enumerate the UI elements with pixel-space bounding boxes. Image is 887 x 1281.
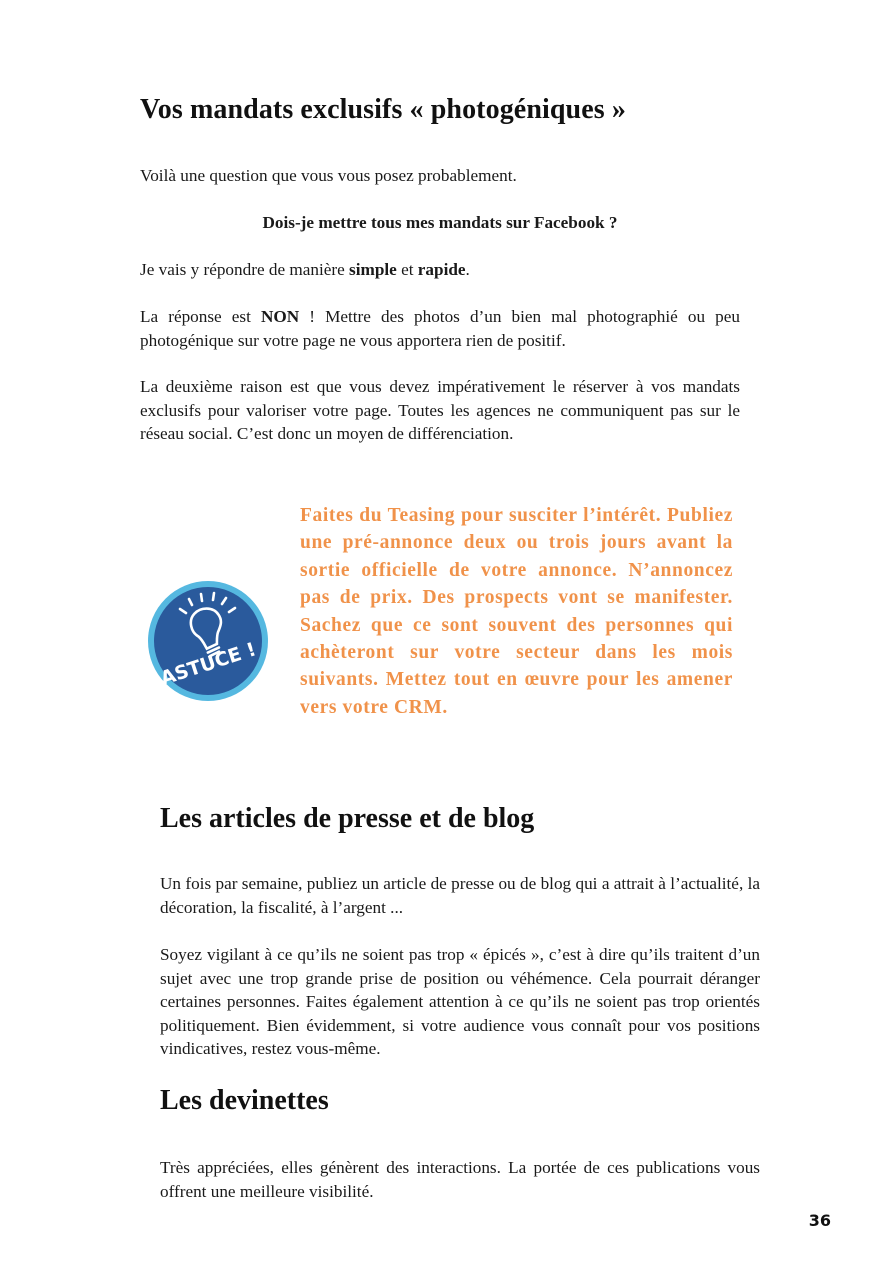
section-heading-press: Les articles de presse et de blog [160,803,535,834]
page-title: Vos mandats exclusifs « photogéniques » [140,94,626,125]
riddles-paragraph: Très appréciées, elles génèrent des interactions. La portée de ces publications vous offrent une meilleure visibilité. [160,1158,760,1201]
answer-line [140,258,740,282]
answer-bold-simple: simple [349,260,397,279]
response-text: ! Mettre des photos d’un bien mal photographié ou peu photogénique sur votre page ne vous apportera rien de positif. [140,307,740,350]
reason-paragraph: La deuxième raison est que vous devez impérativement le réserver à vos mandats exclusifs pour valoriser votre page. Toutes les agences ne communiquent pas sur le réseau social. C’est donc un moyen de différenciation. [140,377,740,443]
answer-text: et [396,260,418,279]
question-line: Dois-je mettre tous mes mandats sur Facebook ? [262,213,618,232]
intro-paragraph: Voilà une question que vous vous posez probablement. [140,166,517,185]
response-bold-non: NON [260,307,300,326]
press-paragraph-2: Soyez vigilant à ce qu’ils ne soient pas trop « épicés », c’est à dire qu’ils traitent d’un sujet avec une trop grande prise de position ou véhémence. Cela pourrait déranger certaines personnes. Faites également attention à ce qu’ils ne soient pas trop orientés politiquement. Bien évidemment, si votre audience vous connaît pour vos positions vindicatives, restez vous-même. [160,945,760,1058]
lightbulb-icon [147,580,269,702]
response-paragraph [140,305,740,352]
tip-text: Faites du Teasing pour susciter l’intérêt. Publiez une pré-annonce deux ou trois jours avant la sortie officielle de votre annonce. N’annoncez pas de prix. Des prospects vont se manifester. Sachez que ce sont souvent des personnes qui achèteront sur votre secteur dans les mois suivants. Mettez tout en œuvre pour les amener vers votre CRM. [300,505,733,718]
response-text: La réponse est [140,307,261,326]
badge-label: ASTUCE ! [157,638,259,690]
answer-text: . [465,260,470,279]
section-heading-riddles: Les devinettes [160,1085,329,1116]
press-paragraph-1: Un fois par semaine, publiez un article de presse ou de blog qui a attrait à l’actualité, la décoration, la fiscalité, à l’argent ... [160,874,760,917]
answer-bold-rapide: rapide [417,260,466,279]
astuce-badge [147,580,269,702]
answer-text: Je vais y répondre de manière [140,260,350,279]
page-number: 36 [808,1211,831,1230]
